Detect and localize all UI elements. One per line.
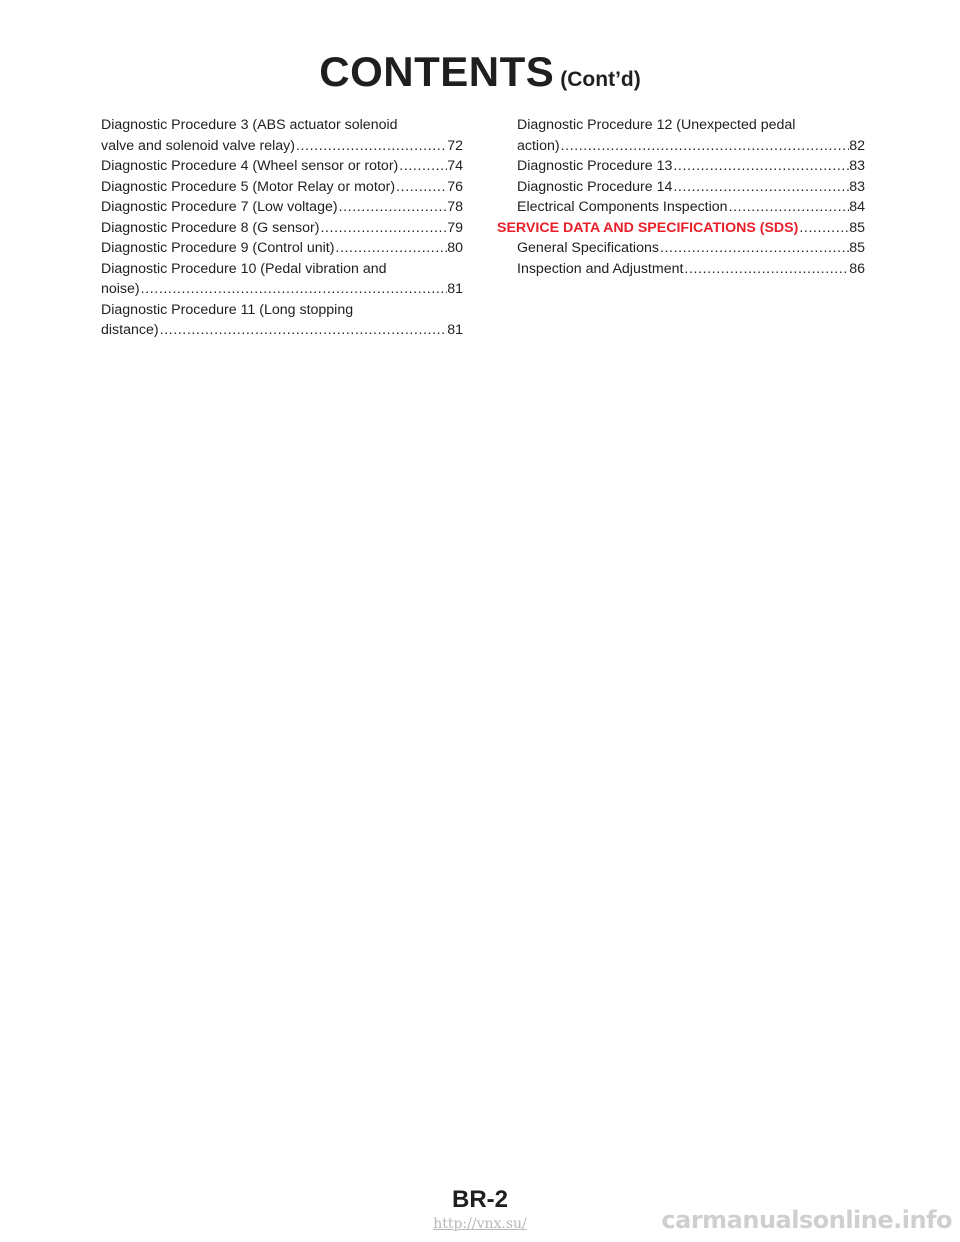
toc-entry-text-line1: Diagnostic Procedure 12 (Unexpected pedal bbox=[517, 117, 796, 133]
toc-section-text: SERVICE DATA AND SPECIFICATIONS (SDS) bbox=[497, 219, 799, 236]
toc-entry-text: noise) bbox=[101, 281, 140, 297]
toc-entry-page: 76 bbox=[447, 178, 463, 195]
toc-entry-text: Diagnostic Procedure 13 bbox=[517, 158, 673, 174]
toc-section-heading[interactable] bbox=[497, 218, 865, 239]
leader-dots bbox=[334, 238, 447, 259]
toc-entry-text: distance) bbox=[101, 322, 159, 338]
toc-entry-text: Inspection and Adjustment bbox=[517, 260, 684, 277]
toc-entry[interactable] bbox=[101, 115, 463, 156]
toc-entry-page: 83 bbox=[849, 158, 865, 174]
toc-entry-text: Diagnostic Procedure 4 (Wheel sensor or rotor) bbox=[101, 158, 399, 174]
brand-watermark: carmanualsonline.info bbox=[661, 1206, 952, 1234]
toc-entry[interactable] bbox=[101, 238, 463, 259]
toc-entry-text: Diagnostic Procedure 14 bbox=[517, 178, 673, 195]
leader-dots bbox=[140, 279, 448, 300]
toc-entry[interactable] bbox=[497, 177, 865, 198]
toc-entry-page: 81 bbox=[447, 322, 463, 338]
leader-dots bbox=[159, 320, 448, 341]
toc-entry-page: 86 bbox=[849, 260, 865, 277]
toc-entry[interactable] bbox=[101, 259, 463, 300]
leader-dots bbox=[395, 177, 447, 198]
toc-entry[interactable] bbox=[497, 238, 865, 259]
toc-entry-page: 83 bbox=[849, 178, 865, 195]
toc-entry-page: 79 bbox=[447, 219, 463, 236]
toc-entry[interactable] bbox=[101, 218, 463, 239]
toc-entry-page: 84 bbox=[849, 199, 865, 215]
toc-entry[interactable] bbox=[101, 197, 463, 218]
toc-entry-text: Diagnostic Procedure 9 (Control unit) bbox=[101, 240, 335, 256]
toc-entry-text: Electrical Components Inspection bbox=[517, 199, 728, 215]
toc-entry-text: action) bbox=[517, 137, 560, 154]
leader-dots bbox=[398, 156, 447, 177]
toc-entry-text-line1: Diagnostic Procedure 3 (ABS actuator solenoid bbox=[101, 117, 398, 133]
page-title bbox=[0, 48, 960, 96]
toc-entry[interactable] bbox=[497, 259, 865, 280]
toc-entry[interactable] bbox=[497, 115, 865, 156]
leader-dots bbox=[672, 177, 849, 198]
toc-entry-text-line1: Diagnostic Procedure 10 (Pedal vibration and bbox=[101, 260, 387, 277]
toc-entry-page: 72 bbox=[447, 137, 463, 154]
toc-entry[interactable] bbox=[497, 197, 865, 218]
leader-dots bbox=[319, 218, 447, 239]
toc-entry-page: 81 bbox=[447, 281, 463, 297]
page-title-suffix: (Cont’d) bbox=[560, 68, 641, 91]
leader-dots bbox=[659, 238, 849, 259]
toc-entry[interactable] bbox=[101, 300, 463, 341]
toc-entry-text-line1: Diagnostic Procedure 11 (Long stopping bbox=[101, 301, 354, 318]
toc-entry-page: 82 bbox=[849, 137, 865, 154]
toc-entry-page: 78 bbox=[447, 199, 463, 215]
toc-entry-page: 85 bbox=[849, 219, 865, 236]
toc-left-column bbox=[101, 115, 463, 341]
toc-entry-text: General Specifications bbox=[517, 240, 659, 256]
toc-right-column bbox=[497, 115, 865, 279]
toc-entry[interactable] bbox=[101, 156, 463, 177]
toc-entry[interactable] bbox=[497, 156, 865, 177]
toc-entry-page: 74 bbox=[447, 158, 463, 174]
toc-entry-text: Diagnostic Procedure 5 (Motor Relay or motor) bbox=[101, 178, 396, 195]
toc-entry-page: 85 bbox=[849, 240, 865, 256]
toc-entry-page: 80 bbox=[447, 240, 463, 256]
page-title-main: CONTENTS bbox=[319, 48, 555, 95]
leader-dots bbox=[683, 259, 849, 280]
toc-entry[interactable] bbox=[101, 177, 463, 198]
leader-dots bbox=[295, 136, 447, 157]
toc-entry-text: Diagnostic Procedure 8 (G sensor) bbox=[101, 219, 320, 236]
leader-dots bbox=[728, 197, 850, 218]
leader-dots bbox=[672, 156, 849, 177]
leader-dots bbox=[798, 218, 849, 239]
toc-entry-text: valve and solenoid valve relay) bbox=[101, 137, 296, 154]
source-url-watermark[interactable]: http://vnx.su/ bbox=[433, 1216, 527, 1232]
leader-dots bbox=[338, 197, 448, 218]
toc-entry-text: Diagnostic Procedure 7 (Low voltage) bbox=[101, 199, 338, 215]
page-number: BR-2 bbox=[451, 1186, 508, 1213]
leader-dots bbox=[560, 136, 850, 157]
